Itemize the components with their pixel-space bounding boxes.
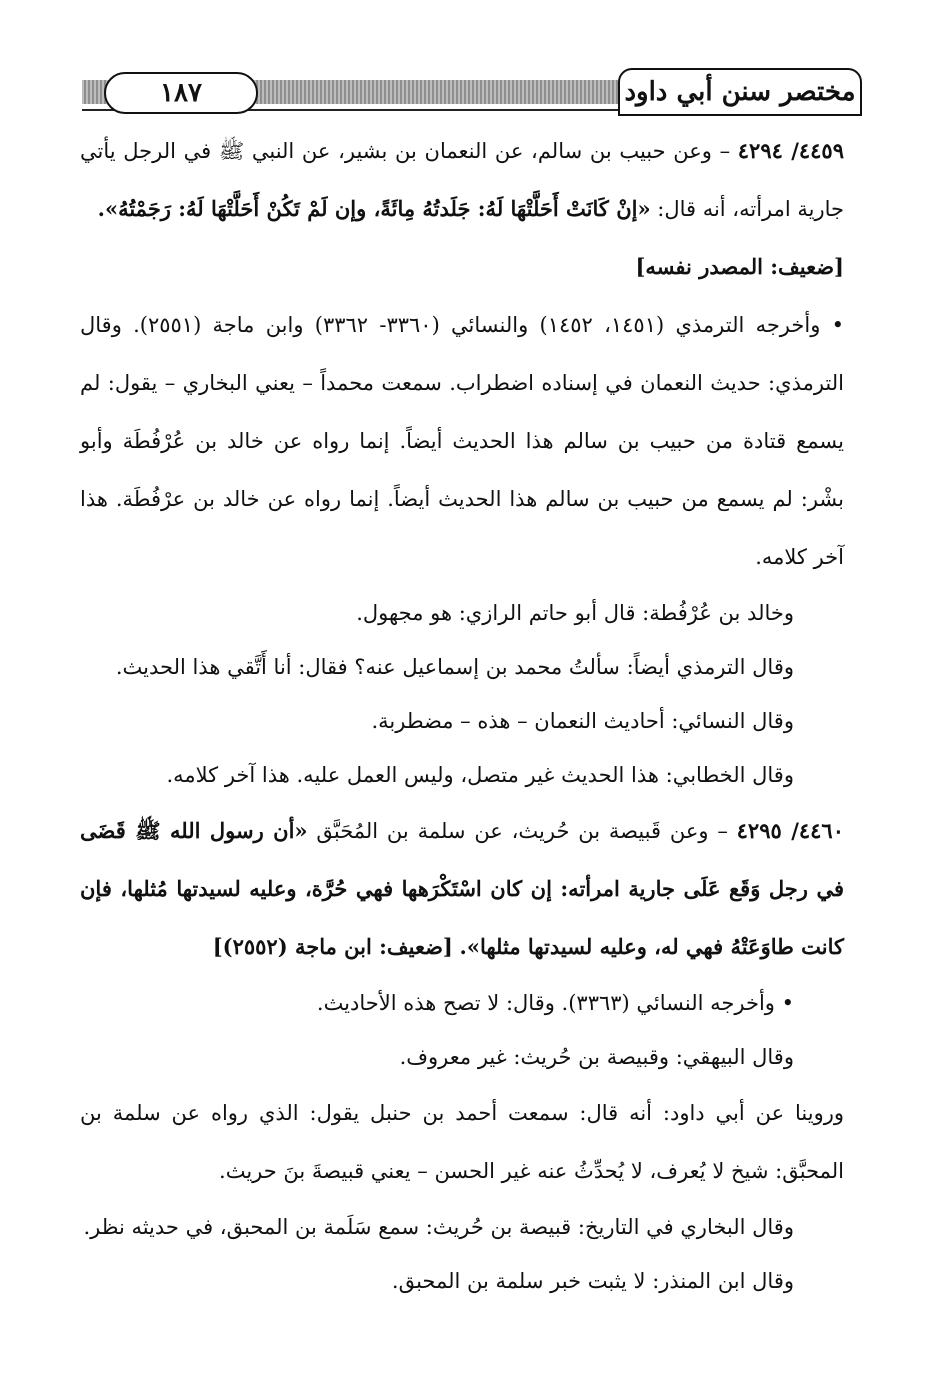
text-run: وخالد بن عُرْفُطة: قال أبو حاتم الرازي: هو مجهول. — [356, 601, 794, 625]
page-header — [82, 68, 862, 118]
text-run: وقال البخاري في التاريخ: قبيصة بن حُريث: سمع سَلَمة بن المحبق، في حديثه نظر. — [83, 1215, 794, 1239]
text-run — [453, 935, 460, 959]
text-run: • وأخرجه الترمذي (١٤٥١، ١٤٥٢) والنسائي (٣٣٦٠- ٣٣٦٢) وابن ماجة (٢٥٥١). وقال الترمذي: حديث النعمان في إسناده اضطراب. سمعت محمداً – يعني البخاري – يقول: لم يسمع قتادة من حبيب بن سالم هذا الحديث أيضاً. إنما رواه عن خالد بن عُرْفُطَة وأبو بشْر: لم يسمع من حبيب بن سالم هذا الحديث أيضاً. إنما رواه عن خالد بن عرْفُطَة. هذا آخر كلامه. — [80, 313, 844, 569]
bold-text-run: [ضعيف: المصدر نفسه] — [635, 254, 844, 279]
text-run: وقال الترمذي أيضاً: سألتُ محمد بن إسماعيل عنه؟ فقال: أنا أَتَّقي هذا الحديث. — [115, 655, 794, 679]
text-run: وقال البيهقي: وقبيصة بن حُريث: غير معروف. — [399, 1045, 794, 1069]
bold-text-run: «إنْ كَانَتْ أَحَلَّتْهَا لَهُ: جَلَدتُهُ مِائَةً، وإن لَمْ تَكُنْ أَحَلَّتْهَا لَهُ: رَجَمْتُهُ». — [97, 196, 651, 221]
paragraph-c1 — [80, 586, 844, 640]
paragraph-h4460 — [80, 802, 844, 976]
page-number: ١٨٧ — [104, 72, 258, 114]
paragraph-c5 — [80, 976, 844, 1030]
text-run: وروينا عن أبي داود: أنه قال: سمعت أحمد بن حنبل يقول: الذي رواه عن سلمة بن المحبَّق: شيخ لا يُعرف، لا يُحدِّثُ عنه غير الحسن – يعني قبيصةَ بنَ حريث. — [80, 1101, 844, 1183]
paragraph-c8 — [80, 1200, 844, 1254]
paragraph-takhrij1 — [80, 296, 844, 586]
paragraph-c6 — [80, 1030, 844, 1084]
text-run: • وأخرجه النسائي (٣٣٦٣). وقال: لا تصح هذه الأحاديث. — [316, 991, 794, 1015]
text-run: وقال ابن المنذر: لا يثبت خبر سلمة بن المحبق. — [391, 1269, 794, 1293]
text-run: وقال الخطابي: هذا الحديث غير متصل، وليس العمل عليه. هذا آخر كلامه. — [166, 763, 794, 787]
bold-text-run: ٤٤٥٩/ ٤٢٩٤ — [737, 138, 844, 163]
book-title: مختصر سنن أبي داود — [618, 68, 862, 116]
text-run: – وعن قَبيصة بن حُريث، عن سلمة بن المُحَبَّق — [307, 819, 737, 843]
bold-text-run: ٤٤٦٠/ ٤٢٩٥ — [736, 818, 844, 843]
paragraph-c3 — [80, 694, 844, 748]
paragraph-c2 — [80, 640, 844, 694]
paragraph-grade1 — [80, 238, 844, 296]
text-run: وقال النسائي: أحاديث النعمان – هذه – مضطربة. — [371, 709, 794, 733]
page-body — [80, 122, 844, 1308]
bold-text-run: [ضعيف: ابن ماجة (٢٥٥٢)] — [212, 934, 453, 959]
paragraph-c7 — [80, 1084, 844, 1200]
paragraph-c9 — [80, 1254, 844, 1308]
bold-text-run: «أن رسول الله ﷺ قَضَى في رجل وَقَع عَلَى جارية امرأته: إن كان اسْتَكْرَهها فهي حُرَّة، وعليه لسيدتها مُثلها، فإن كانت طاوَعَتْهُ فهي له، وعليه لسيدتها مثلها». — [80, 818, 844, 959]
text-run: – وعن حبيب بن سالم، عن النعمان بن بشير، عن النبي ﷺ في الرجل يأتي جارية امرأته، أنه قال: — [80, 139, 844, 221]
paragraph-h4459 — [80, 122, 844, 238]
paragraph-c4 — [80, 748, 844, 802]
